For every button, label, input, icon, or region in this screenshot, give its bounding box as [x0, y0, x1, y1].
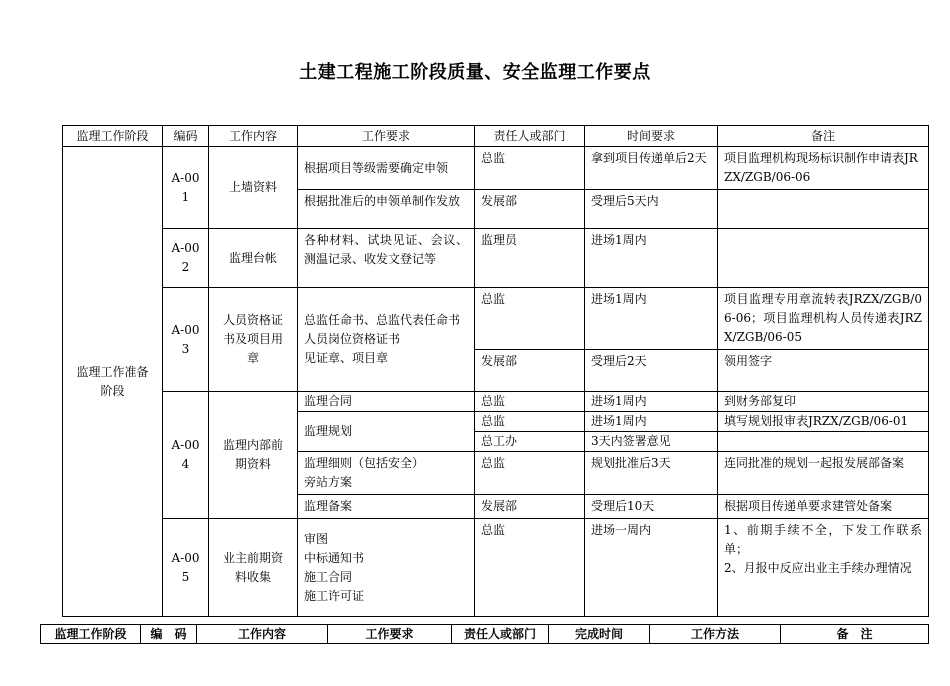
- content-cell: 上墙资料: [209, 147, 298, 229]
- requirement-cell: 根据批准后的申领单制作发放: [298, 190, 475, 229]
- table-row: [63, 519, 929, 617]
- content-cell: 人员资格证书及项目用章: [209, 288, 298, 392]
- header-cell: 编码: [163, 126, 209, 147]
- note-cell: 项目监理专用章流转表JRZX/ZGB/06-06；项目监理机构人员传递表JRZX/ZGB/06-05: [718, 288, 929, 350]
- header-cell: 时间要求: [585, 126, 718, 147]
- responsible-cell: 总监: [475, 392, 585, 412]
- stage-cell: 监理工作准备阶段: [63, 147, 163, 617]
- responsible-cell: 发展部: [475, 190, 585, 229]
- requirement-cell: 根据项目等级需要确定申领: [298, 147, 475, 190]
- code-cell: A-003: [163, 288, 209, 392]
- time-cell: 受理后2天: [585, 350, 718, 392]
- header-cell: 监理工作阶段: [41, 625, 141, 644]
- header-cell: 编 码: [141, 625, 197, 644]
- work-points-table: [62, 125, 929, 617]
- header-cell: 备 注: [781, 625, 929, 644]
- responsible-cell: 总监: [475, 519, 585, 617]
- note-cell: 到财务部复印: [718, 392, 929, 412]
- note-cell: 填写规划报审表JRZX/ZGB/06-01: [718, 412, 929, 432]
- requirement-cell: 各种材料、试块见证、会议、测温记录、收发文登记等: [298, 229, 475, 288]
- header-cell: 完成时间: [549, 625, 650, 644]
- time-cell: 进场1周内: [585, 229, 718, 288]
- note-cell: [718, 190, 929, 229]
- table-row: [63, 392, 929, 412]
- table-row: [63, 229, 929, 288]
- header-cell: 责任人或部门: [475, 126, 585, 147]
- requirement-cell: 监理规划: [298, 412, 475, 452]
- table-row: [63, 288, 929, 350]
- header-cell: 工作方法: [650, 625, 781, 644]
- time-cell: 进场一周内: [585, 519, 718, 617]
- note-cell: 1、前期手续不全，下发工作联系单； 2、月报中反应出业主手续办理情况: [718, 519, 929, 617]
- header-cell: 备注: [718, 126, 929, 147]
- time-cell: 规划批准后3天: [585, 452, 718, 495]
- time-cell: 受理后5天内: [585, 190, 718, 229]
- responsible-cell: 总监: [475, 288, 585, 350]
- document-title: 土建工程施工阶段质量、安全监理工作要点: [299, 62, 651, 83]
- time-cell: 拿到项目传递单后2天: [585, 147, 718, 190]
- time-cell: 进场1周内: [585, 392, 718, 412]
- note-cell: [718, 229, 929, 288]
- content-cell: 业主前期资料收集: [209, 519, 298, 617]
- code-cell: A-005: [163, 519, 209, 617]
- code-cell: A-001: [163, 147, 209, 229]
- note-cell: 根据项目传递单要求建管处备案: [718, 495, 929, 519]
- requirement-cell: 总监任命书、总监代表任命书 人员岗位资格证书 见证章、项目章: [298, 288, 475, 392]
- header-cell: 工作要求: [298, 126, 475, 147]
- responsible-cell: 监理员: [475, 229, 585, 288]
- header-cell: 工作要求: [328, 625, 452, 644]
- time-cell: 受理后10天: [585, 495, 718, 519]
- header-cell: 监理工作阶段: [63, 126, 163, 147]
- table-row: [63, 147, 929, 190]
- responsible-cell: 总监: [475, 452, 585, 495]
- content-cell: 监理内部前期资料: [209, 392, 298, 519]
- note-cell: [718, 432, 929, 452]
- header-cell: 工作内容: [209, 126, 298, 147]
- responsible-cell: 总监: [475, 412, 585, 432]
- time-cell: 3天内签署意见: [585, 432, 718, 452]
- code-cell: A-002: [163, 229, 209, 288]
- requirement-cell: 监理备案: [298, 495, 475, 519]
- responsible-cell: 发展部: [475, 350, 585, 392]
- responsible-cell: 总工办: [475, 432, 585, 452]
- note-cell: 领用签字: [718, 350, 929, 392]
- table-header-row: [63, 126, 929, 147]
- requirement-cell: 监理合同: [298, 392, 475, 412]
- table-header-row: [41, 625, 929, 644]
- requirement-cell: 监理细则（包括安全） 旁站方案: [298, 452, 475, 495]
- time-cell: 进场1周内: [585, 412, 718, 432]
- code-cell: A-004: [163, 392, 209, 519]
- work-method-table-header: [40, 624, 929, 644]
- time-cell: 进场1周内: [585, 288, 718, 350]
- content-cell: 监理台帐: [209, 229, 298, 288]
- responsible-cell: 发展部: [475, 495, 585, 519]
- requirement-cell: 审图 中标通知书 施工合同 施工许可证: [298, 519, 475, 617]
- note-cell: 项目监理机构现场标识制作申请表JRZX/ZGB/06-06: [718, 147, 929, 190]
- note-cell: 连同批准的规划一起报发展部备案: [718, 452, 929, 495]
- header-cell: 工作内容: [197, 625, 328, 644]
- header-cell: 责任人或部门: [452, 625, 549, 644]
- responsible-cell: 总监: [475, 147, 585, 190]
